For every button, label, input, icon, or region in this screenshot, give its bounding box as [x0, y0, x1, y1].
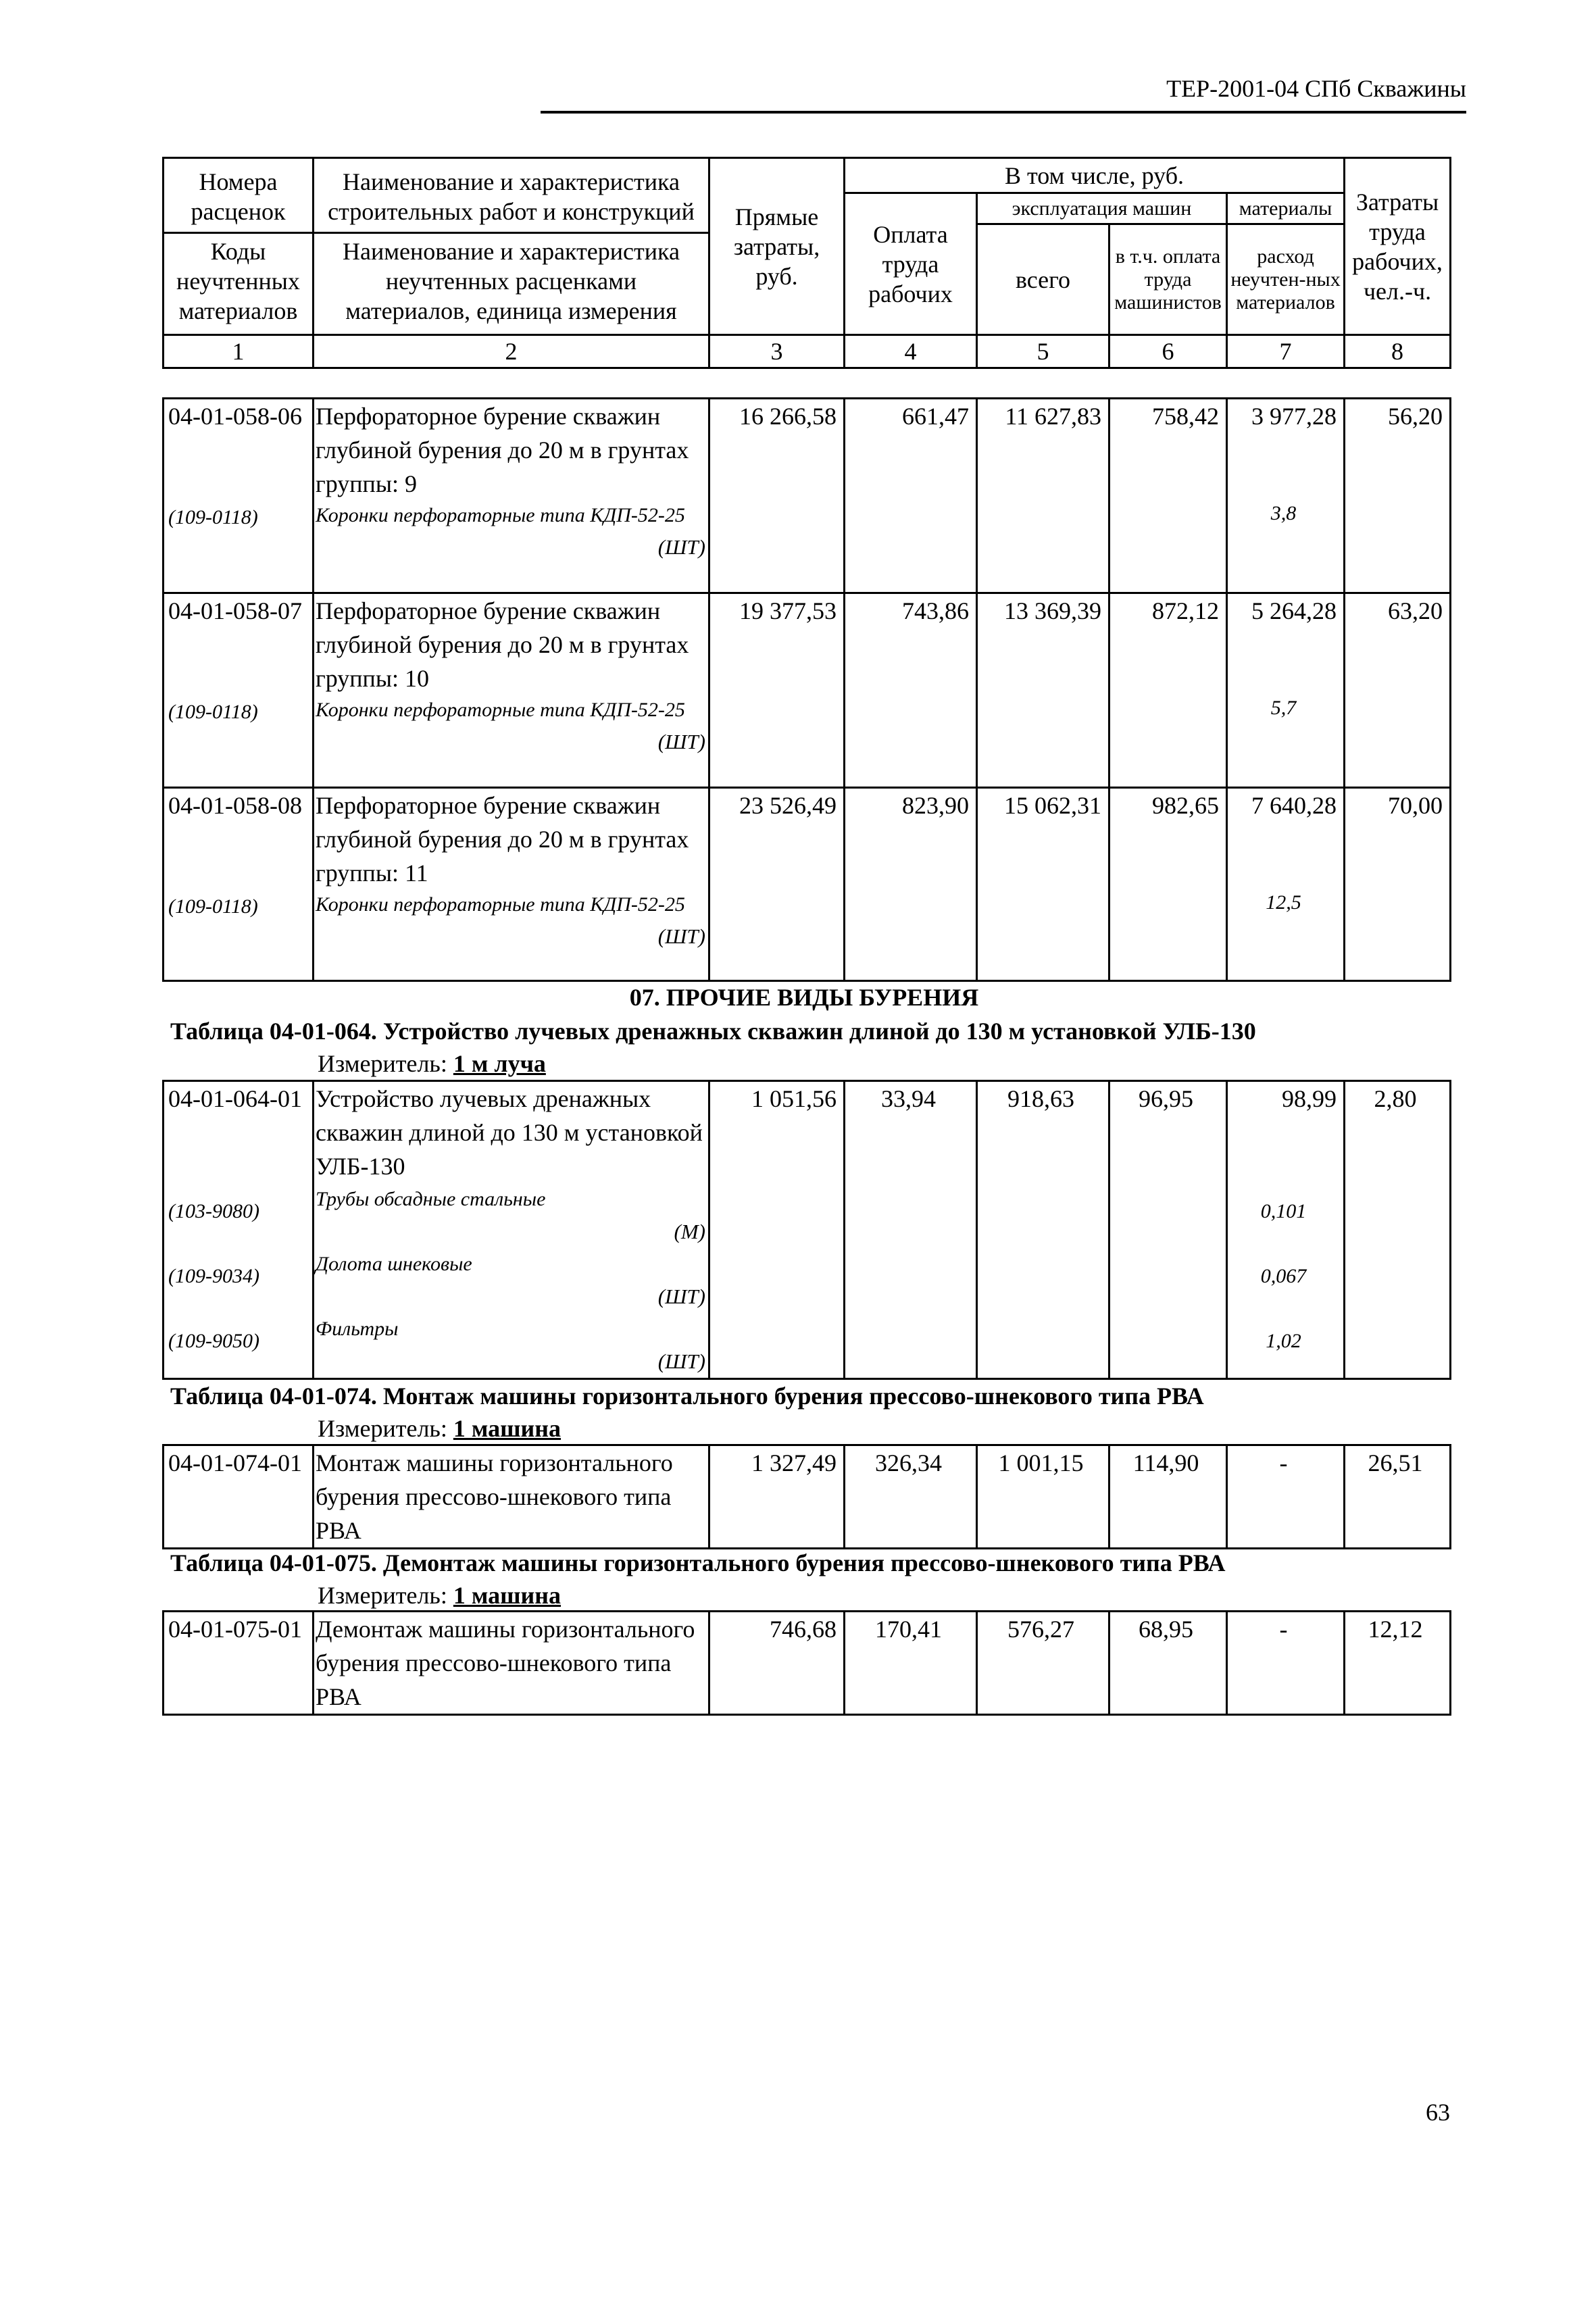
measure-label: Измеритель: [318, 1050, 447, 1077]
machine-cost: 576,27 [977, 1612, 1109, 1715]
machine-cost: 11 627,83 [977, 399, 1109, 593]
work-hours: 56,20 [1345, 399, 1451, 593]
material-name: Коронки перфораторные типа КДП-52-25 [316, 699, 685, 721]
machine-cost: 918,63 [977, 1081, 1109, 1379]
col-code-header: Номера расценок Коды неучтенных материалов [164, 158, 314, 335]
row-name: Монтаж машины горизонтального бурения прессово-шнекового типа РВА [314, 1445, 709, 1549]
direct-cost: 16 266,58 [709, 399, 845, 593]
material-unit: (ШТ) [657, 730, 705, 753]
column-header-table [162, 157, 1451, 369]
col-index-7: 7 [1227, 335, 1345, 368]
row-code: 04-01-058-08 [168, 792, 302, 819]
row-name: Демонтаж машины горизонтального бурения прессово-шнекового типа РВА [314, 1612, 709, 1715]
table-title-075: Таблица 04-01-075. Демонтаж машины горизонтального бурения прессово-шнекового типа РВА [170, 1549, 1226, 1576]
row-name: Устройство лучевых дренажных скважин длиной до 130 м установкой УЛБ-130 [316, 1085, 703, 1180]
material-cost: 98,99 [1282, 1085, 1337, 1112]
material-unit: (ШТ) [657, 535, 705, 559]
labor-cost: 661,47 [845, 399, 977, 593]
material-unit: (ШТ) [657, 1285, 705, 1308]
table-row [164, 788, 1451, 981]
material-code: (109-0118) [168, 701, 258, 723]
material-name: Фильтры [316, 1318, 399, 1340]
material-qty: 12,5 [1266, 891, 1301, 914]
material-code: (109-0118) [168, 895, 258, 918]
material-unit: (ШТ) [657, 1349, 705, 1373]
material-qty: 1,02 [1266, 1330, 1301, 1352]
direct-cost: 19 377,53 [709, 593, 845, 788]
material-cost: - [1227, 1445, 1345, 1549]
driver-cost: 68,95 [1109, 1612, 1227, 1715]
row-code: 04-01-075-01 [164, 1612, 314, 1715]
col-labor-header: Оплата труда рабочих [845, 193, 977, 335]
pricing-table-075 [162, 1610, 1451, 1716]
driver-cost: 96,95 [1109, 1081, 1227, 1379]
material-cost: 5 264,28 [1251, 597, 1337, 624]
col-direct-header: Прямые затраты, руб. [709, 158, 845, 335]
work-hours: 2,80 [1345, 1081, 1451, 1379]
col-machines-header: эксплуатация машин [977, 193, 1227, 224]
labor-cost: 743,86 [845, 593, 977, 788]
row-code: 04-01-058-07 [168, 597, 302, 624]
work-hours: 70,00 [1345, 788, 1451, 981]
material-name: Долота шнековые [316, 1253, 472, 1275]
col-index-5: 5 [977, 335, 1109, 368]
row-name: Перфораторное бурение скважин глубиной бурения до 20 м в грунтах группы: 10 [316, 597, 689, 692]
direct-cost: 1 327,49 [709, 1445, 845, 1549]
col-index-4: 4 [845, 335, 977, 368]
machine-cost: 13 369,39 [977, 593, 1109, 788]
col-index-6: 6 [1109, 335, 1227, 368]
material-qty: 5,7 [1270, 697, 1297, 719]
col-index-2: 2 [314, 335, 709, 368]
measure-075 [318, 1581, 561, 1610]
pricing-table-064 [162, 1080, 1451, 1380]
row-code: 04-01-064-01 [168, 1085, 302, 1112]
table-row [164, 1445, 1451, 1549]
col-name-header: Наименование и характеристика строительных работ и конструкций Наименование и характеристика неучтенных расценками материалов, единица измерения [314, 158, 709, 335]
work-hours: 26,51 [1345, 1445, 1451, 1549]
row-code: 04-01-074-01 [164, 1445, 314, 1549]
material-code: (103-9080) [168, 1200, 259, 1222]
material-name: Коронки перфораторные типа КДП-52-25 [316, 893, 685, 916]
material-qty: 0,067 [1260, 1265, 1307, 1287]
material-name: Трубы обсадные стальные [316, 1188, 546, 1210]
material-unit: (ШТ) [657, 924, 705, 948]
driver-cost: 872,12 [1109, 593, 1227, 788]
measure-064 [318, 1049, 546, 1078]
material-code: (109-9034) [168, 1265, 259, 1287]
section-title: 07. ПРОЧИЕ ВИДЫ БУРЕНИЯ [629, 984, 979, 1011]
col-material-use-header: расход неучтен-ных материалов [1227, 224, 1345, 335]
material-name: Коронки перфораторные типа КДП-52-25 [316, 504, 685, 526]
driver-cost: 114,90 [1109, 1445, 1227, 1549]
page-number: 63 [1426, 2099, 1450, 2126]
col-index-3: 3 [709, 335, 845, 368]
table-title-064: Таблица 04-01-064. Устройство лучевых дренажных скважин длиной до 130 м установкой УЛБ-130 [170, 1018, 1256, 1045]
col-drivers-header: в т.ч. оплата труда машинистов [1109, 224, 1227, 335]
direct-cost: 23 526,49 [709, 788, 845, 981]
col-machines-all-header: всего [977, 224, 1109, 335]
machine-cost: 1 001,15 [977, 1445, 1109, 1549]
labor-cost: 326,34 [845, 1445, 977, 1549]
material-qty: 0,101 [1260, 1200, 1307, 1222]
labor-cost: 823,90 [845, 788, 977, 981]
col-worktime-header: Затраты труда рабочих, чел.-ч. [1345, 158, 1451, 335]
material-cost: - [1227, 1612, 1345, 1715]
driver-cost: 758,42 [1109, 399, 1227, 593]
material-qty: 3,8 [1270, 502, 1297, 524]
table-row [164, 1081, 1451, 1379]
measure-value: 1 машина [453, 1582, 561, 1609]
col-materials-header: материалы [1227, 193, 1345, 224]
table-row [164, 399, 1451, 593]
measure-074 [318, 1414, 561, 1443]
measure-label: Измеритель: [318, 1582, 447, 1609]
direct-cost: 1 051,56 [709, 1081, 845, 1379]
measure-label: Измеритель: [318, 1415, 447, 1442]
driver-cost: 982,65 [1109, 788, 1227, 981]
pricing-table-058 [162, 397, 1451, 982]
table-row [164, 1612, 1451, 1715]
measure-value: 1 м луча [453, 1050, 546, 1077]
row-name: Перфораторное бурение скважин глубиной бурения до 20 м в грунтах группы: 11 [316, 792, 689, 887]
material-cost: 7 640,28 [1251, 792, 1337, 819]
material-unit: (М) [674, 1220, 705, 1243]
material-code: (109-0118) [168, 506, 258, 528]
col-index-8: 8 [1345, 335, 1451, 368]
document-header: ТЕР-2001-04 СПб Скважины [541, 74, 1466, 114]
work-hours: 12,12 [1345, 1612, 1451, 1715]
work-hours: 63,20 [1345, 593, 1451, 788]
pricing-table-074 [162, 1444, 1451, 1549]
material-code: (109-9050) [168, 1330, 259, 1352]
row-name: Перфораторное бурение скважин глубиной бурения до 20 м в грунтах группы: 9 [316, 403, 689, 497]
col-incl-header: В том числе, руб. [845, 158, 1345, 193]
labor-cost: 33,94 [845, 1081, 977, 1379]
table-title-074: Таблица 04-01-074. Монтаж машины горизонтального бурения прессово-шнекового типа РВА [170, 1383, 1204, 1410]
table-row [164, 593, 1451, 788]
direct-cost: 746,68 [709, 1612, 845, 1715]
measure-value: 1 машина [453, 1415, 561, 1442]
machine-cost: 15 062,31 [977, 788, 1109, 981]
material-cost: 3 977,28 [1251, 403, 1337, 430]
col-index-1: 1 [164, 335, 314, 368]
labor-cost: 170,41 [845, 1612, 977, 1715]
row-code: 04-01-058-06 [168, 403, 302, 430]
